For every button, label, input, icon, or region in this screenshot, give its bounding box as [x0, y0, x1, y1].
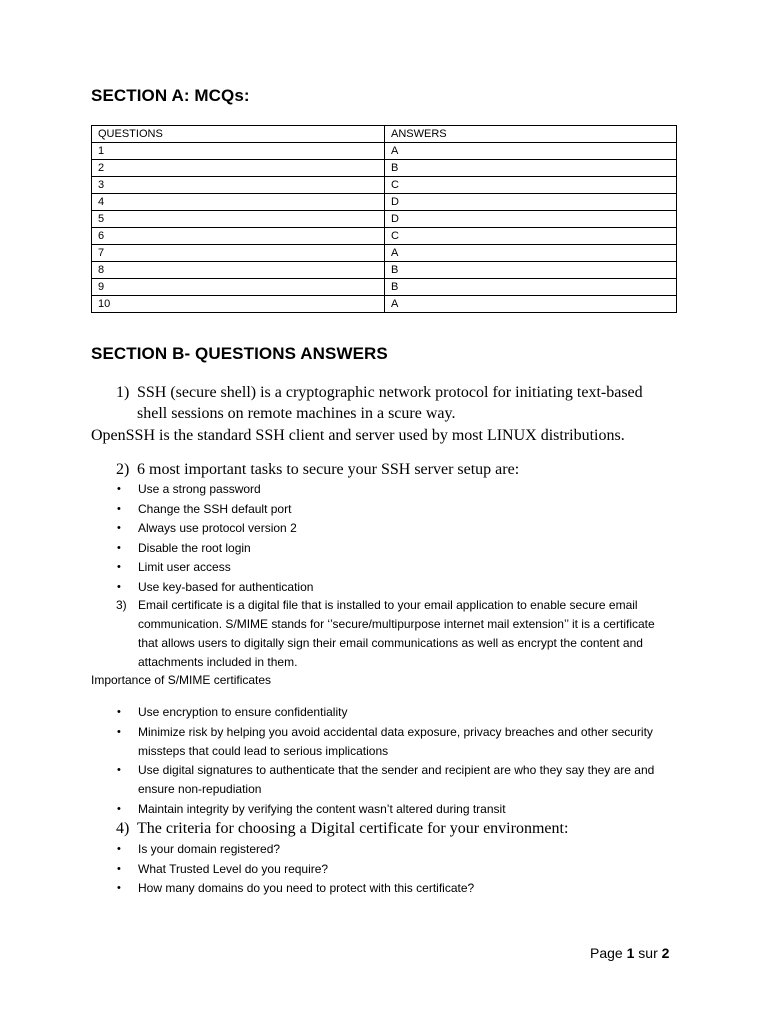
list-item [0, 840, 658, 859]
question-1-number: 1) [116, 384, 130, 401]
list-item-text: Minimize risk by helping you avoid accidental data exposure, privacy breaches and other security missteps that could lead to serious implications [138, 724, 653, 758]
bullet-icon: • [117, 561, 121, 573]
question-number-cell: 8 [92, 262, 385, 279]
question-4 [116, 818, 676, 839]
list-item [0, 500, 658, 519]
answer-cell: A [385, 245, 677, 262]
list-item [0, 558, 658, 577]
bullet-icon: • [117, 802, 121, 815]
page-total-number: 2 [661, 945, 670, 961]
question-number-cell: 7 [92, 245, 385, 262]
answer-cell: B [385, 160, 677, 177]
list-item-text: Use key-based for authentication [138, 579, 314, 594]
bullet-icon: • [117, 522, 121, 534]
header-questions: QUESTIONS [92, 126, 385, 143]
question-2-text: 6 most important tasks to secure your SSH server setup are: [137, 461, 520, 478]
mcq-answers-table [91, 125, 677, 313]
question-number-cell: 5 [92, 211, 385, 228]
question-number-cell: 2 [92, 160, 385, 177]
section-b-title: SECTION B- QUESTIONS ANSWERS [91, 344, 388, 363]
question-4-number: 4) [116, 820, 130, 837]
answer-cell: B [385, 279, 677, 296]
bullet-icon: • [117, 483, 121, 495]
table-row [92, 177, 677, 194]
table-header-row [92, 126, 677, 143]
table-row [92, 160, 677, 177]
answer-cell: A [385, 143, 677, 160]
answer-cell: D [385, 211, 677, 228]
question-4-text: The criteria for choosing a Digital certificate for your environment: [137, 820, 569, 837]
table-row [92, 194, 677, 211]
table-row [92, 211, 677, 228]
page-word: Page [590, 945, 623, 961]
question-3-text: Email certificate is a digital file that is installed to your email application to enable secure email communication. S/MIME stands for ‘’secure/multipurpose internet mail extension’’ it is a certificate that allows users to digitally sign their email communications as well as encrypt the content and attachments included in them. [138, 598, 655, 669]
table-row [92, 245, 677, 262]
bullet-icon: • [117, 706, 121, 718]
question-number-cell: 4 [92, 194, 385, 211]
list-item-text: Always use protocol version 2 [138, 521, 297, 535]
table-row [92, 262, 677, 279]
list-item-text: Use a strong password [138, 482, 261, 496]
question-2-number: 2) [116, 461, 130, 478]
question-2-bullet-list [0, 480, 768, 597]
list-item [0, 480, 658, 499]
list-item-text: Change the SSH default port [138, 501, 292, 516]
page-current-number: 1 [626, 945, 635, 961]
list-item [0, 539, 658, 558]
question-number-cell: 10 [92, 296, 385, 313]
bullet-icon: • [117, 541, 121, 554]
list-item-text: Disable the root login [138, 540, 251, 555]
list-item-text: Limit user access [138, 560, 231, 574]
question-3-bullet-list [0, 703, 768, 819]
question-1 [116, 382, 676, 424]
sur-word: sur [638, 945, 658, 961]
list-item-text: Use digital signatures to authenticate that the sender and recipient are who they say they are and ensure non-repudiation [138, 763, 655, 796]
answer-cell: C [385, 177, 677, 194]
question-2 [116, 459, 676, 480]
bullet-icon: • [117, 502, 121, 515]
bullet-icon: • [117, 843, 121, 855]
bullet-icon: • [117, 580, 121, 593]
answer-cell: D [385, 194, 677, 211]
header-answers: ANSWERS [385, 126, 677, 143]
list-item [0, 519, 658, 538]
list-item [0, 761, 658, 799]
table-row [92, 296, 677, 313]
section-a-title: SECTION A: MCQs: [91, 86, 250, 105]
list-item [0, 860, 658, 879]
question-4-bullet-list [0, 840, 768, 899]
list-item [0, 723, 658, 761]
table-row [92, 143, 677, 160]
question-number-cell: 1 [92, 143, 385, 160]
question-number-cell: 9 [92, 279, 385, 296]
smime-importance-label: Importance of S/MIME certificates [91, 673, 272, 687]
answer-cell: A [385, 296, 677, 313]
question-1-text: SSH (secure shell) is a cryptographic network protocol for initiating text-based shell sessions on remote machines in a scure way. [137, 384, 643, 422]
bullet-icon: • [117, 862, 121, 875]
question-3 [116, 596, 676, 672]
bullet-icon: • [117, 725, 121, 738]
question-3-number: 3) [116, 598, 127, 612]
table-row [92, 228, 677, 245]
list-item [0, 800, 658, 819]
list-item [0, 703, 658, 722]
list-item [0, 879, 658, 898]
list-item [0, 578, 658, 597]
bullet-icon: • [117, 882, 121, 894]
list-item-text: How many domains do you need to protect with this certificate? [138, 881, 475, 895]
page-footer [590, 945, 669, 961]
list-item-text: Is your domain registered? [138, 842, 281, 856]
question-1-followup: OpenSSH is the standard SSH client and server used by most LINUX distributions. [91, 427, 625, 444]
answer-cell: C [385, 228, 677, 245]
question-number-cell: 3 [92, 177, 385, 194]
list-item-text: What Trusted Level do you require? [138, 861, 329, 876]
question-number-cell: 6 [92, 228, 385, 245]
bullet-icon: • [117, 764, 121, 776]
answer-cell: B [385, 262, 677, 279]
list-item-text: Use encryption to ensure confidentiality [138, 705, 348, 719]
list-item-text: Maintain integrity by verifying the content wasn’t altered during transit [138, 801, 506, 816]
table-row [92, 279, 677, 296]
